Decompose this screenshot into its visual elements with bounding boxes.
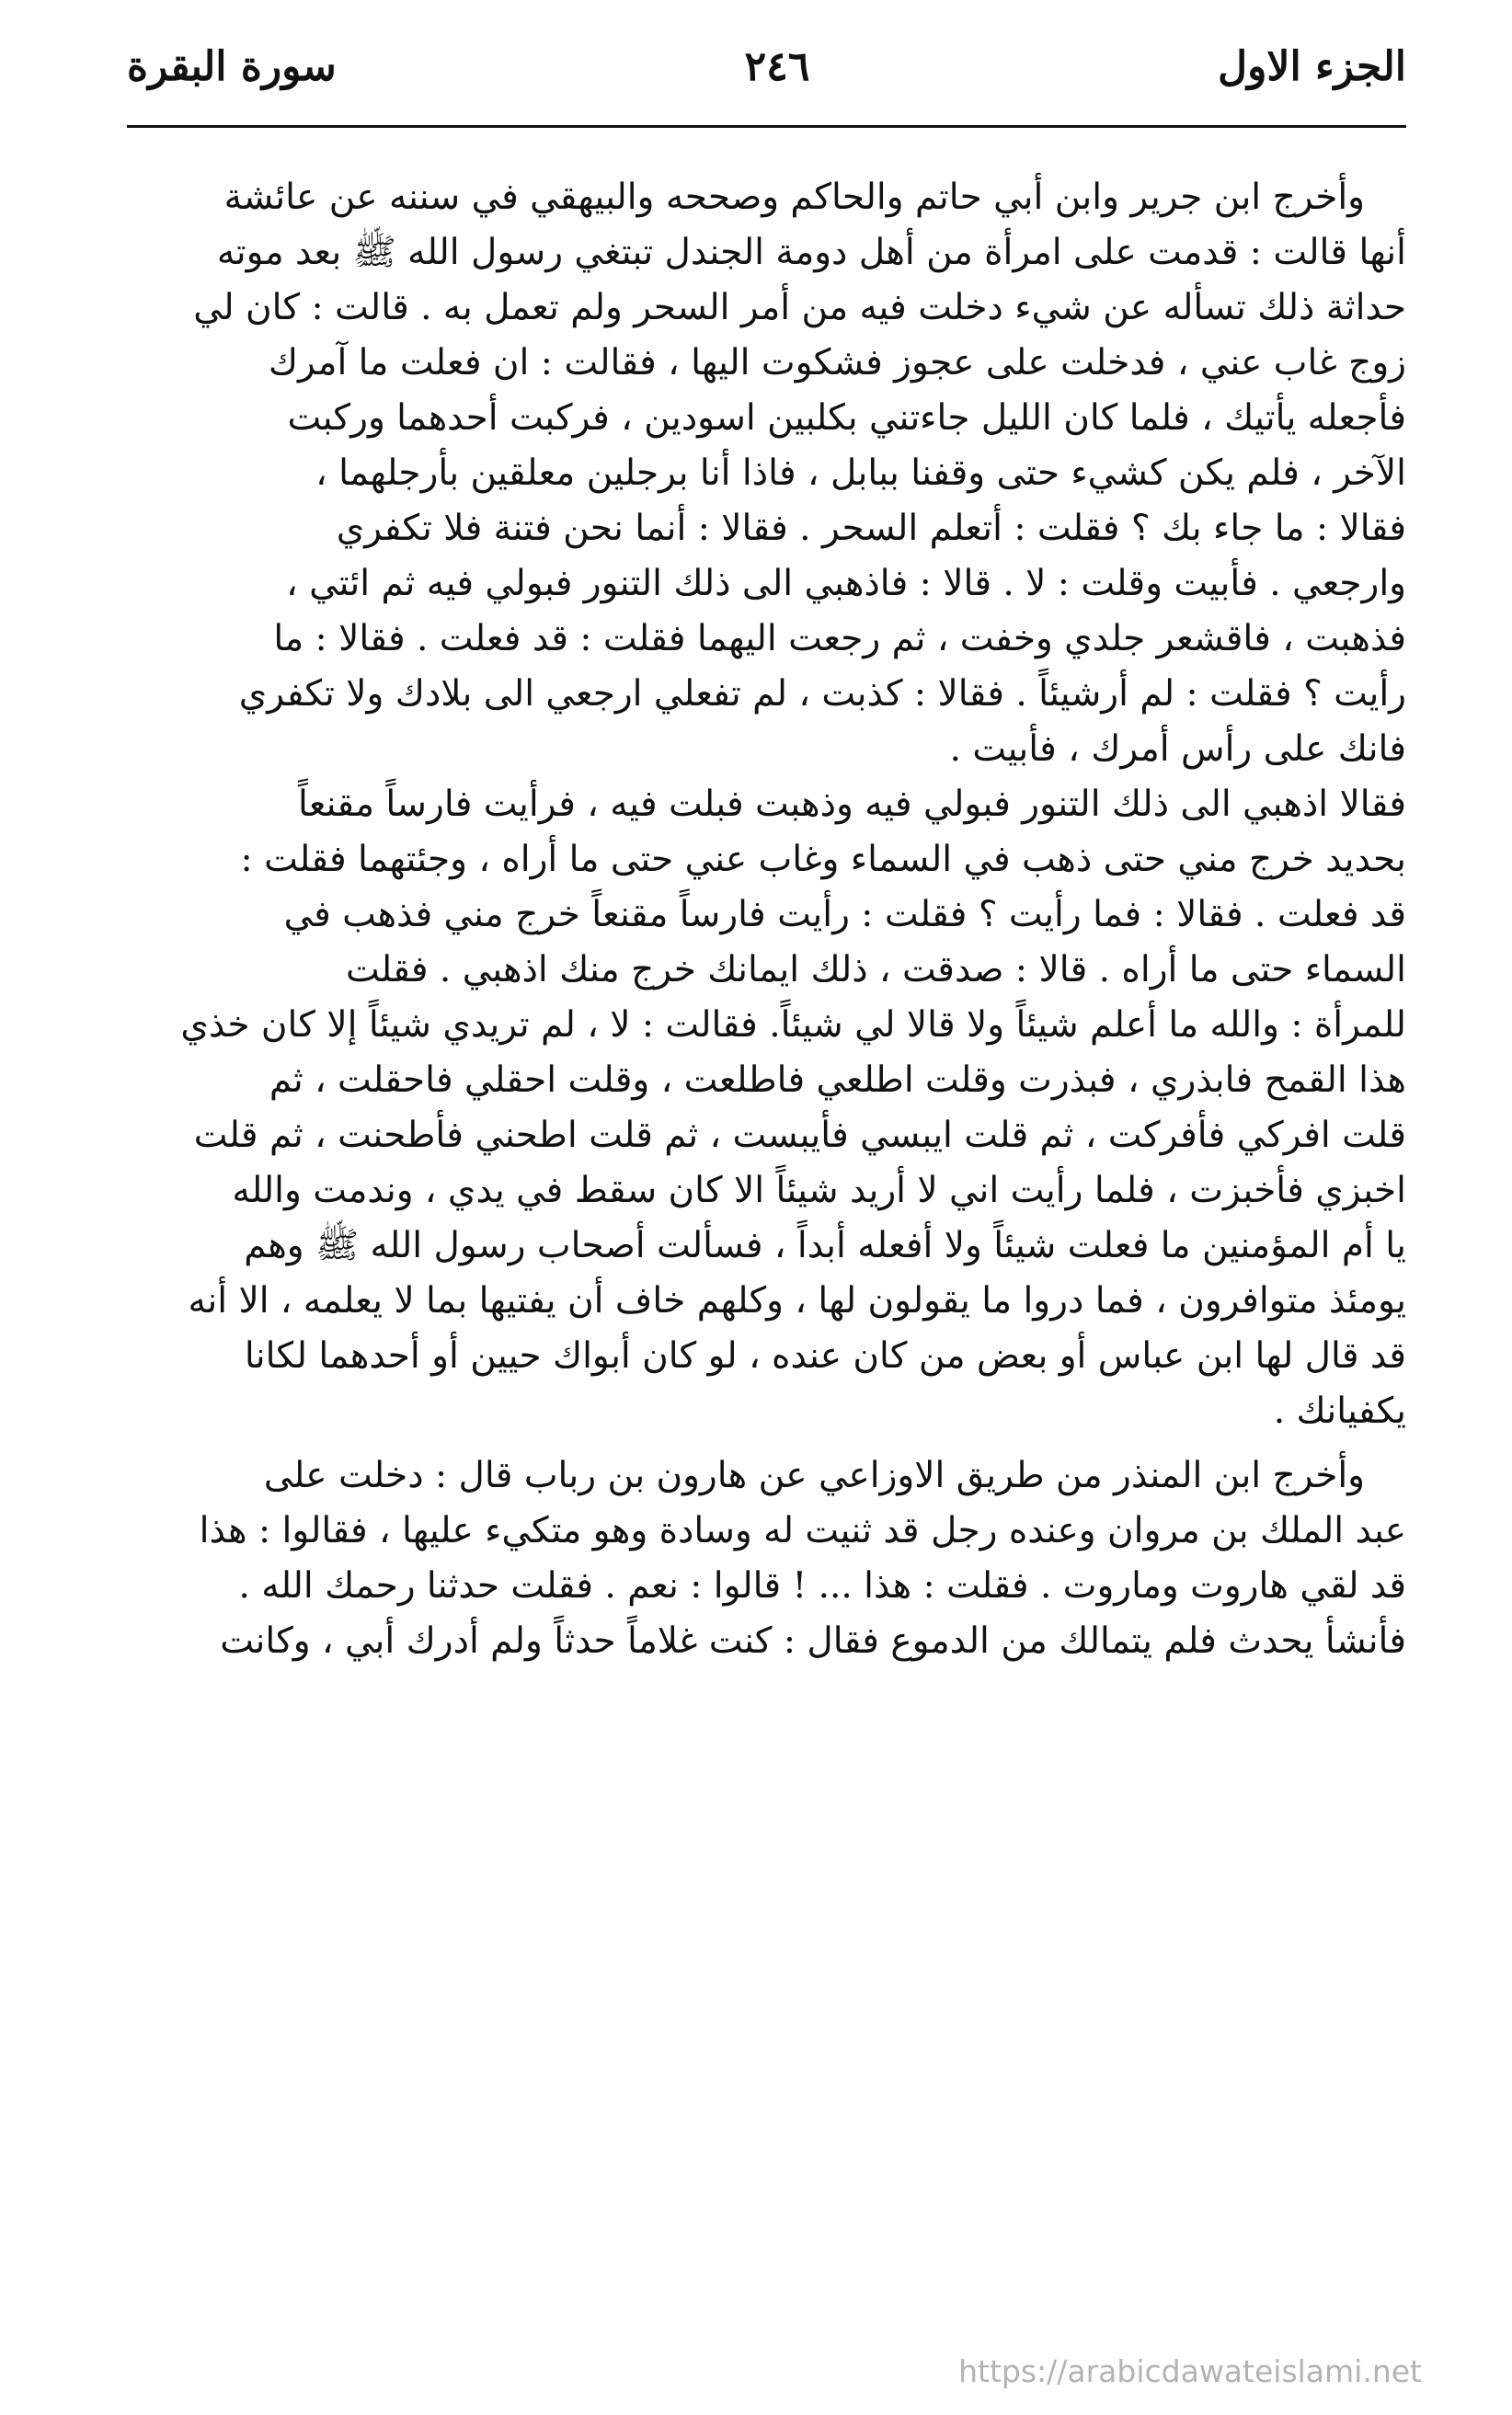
text-line: عبد الملك بن مروان وعنده رجل قد ثنيت له وسادة وهو متكيء عليها ، فقالوا : هذا xyxy=(199,1510,1406,1551)
text-line: أنها قالت : قدمت على امرأة من أهل دومة الجندل تبتغي رسول الله ﷺ بعد موته xyxy=(216,232,1406,273)
text-line: اخبزي فأخبزت ، فلما رأيت اني لا أريد شيئاً الا كان سقط في يدي ، وندمت والله xyxy=(232,1170,1406,1211)
text-line: حداثة ذلك تسأله عن شيء دخلت فيه من أمر السحر ولم تعمل به . قالت : كان لي xyxy=(193,287,1406,328)
text-line: فأجعله يأتيك ، فلما كان الليل جاءتني بكلبين اسودين ، فركبت أحدهما وركبت xyxy=(287,397,1406,439)
text-line: للمرأة : والله ما أعلم شيئاً ولا قالا لي شيئاً. فقالت : لا ، لم تريدي شيئاً إلا كان خذي xyxy=(180,1004,1406,1046)
text-line: بحديد خرج مني حتى ذهب في السماء وغاب عني حتى ما أراه ، وجئتهما فقلت : xyxy=(240,839,1406,880)
surah-title: سورة البقرة xyxy=(127,42,337,90)
text-line: الآخر ، فلم يكن كشيء حتى وقفنا ببابل ، فاذا أنا برجلين معلقين بأرجلهما ، xyxy=(315,452,1406,494)
text-line: هذا القمح فابذري ، فبذرت وقلت اطلعي فاطلعت ، وقلت احقلي فاحقلت ، ثم xyxy=(269,1059,1406,1101)
paragraph-spacer xyxy=(127,1439,1406,1448)
text-line: رأيت ؟ فقلت : لم أرشيئاً . فقالا : كذبت ، لم تفعلي ارجعي الى بلادك ولا تكفري xyxy=(238,673,1406,715)
page-number: ٢٤٦ xyxy=(744,42,810,90)
text-line: زوج غاب عني ، فدخلت على عجوز فشكوت اليها ، فقالت : ان فعلت ما آمرك xyxy=(268,342,1406,383)
paragraph-1 xyxy=(127,170,1406,777)
text-line: وارجعي . فأبيت وقلت : لا . قالا : فاذهبي الى ذلك التنور فبولي فيه ثم ائتي ، xyxy=(286,563,1406,604)
text-line: وأخرج ابن المنذر من طريق الاوزاعي عن هارون بن رباب قال : دخلت على xyxy=(263,1455,1365,1496)
text-line: قلت افركي فأفركت ، ثم قلت ايبسي فأيبست ، ثم قلت اطحني فأطحنت ، ثم قلت xyxy=(193,1115,1406,1156)
text-line: السماء حتى ما أراه . قالا : صدقت ، ذلك ايمانك خرج منك اذهبي . فقلت xyxy=(345,949,1406,990)
text-line: فقالا : ما جاء بك ؟ فقلت : أتعلم السحر . فقالا : أنما نحن فتنة فلا تكفري xyxy=(336,508,1406,549)
text-line: قد فعلت . فقالا : فما رأيت ؟ فقلت : رأيت فارساً مقنعاً خرج مني فذهب في xyxy=(283,894,1406,935)
source-watermark: https://arabicdawateislami.net xyxy=(958,2353,1422,2389)
text-line: فانك على رأس أمرك ، فأبيت . xyxy=(949,728,1406,770)
text-line: يكفيانك . xyxy=(1273,1391,1406,1432)
text-line: يا أم المؤمنين ما فعلت شيئاً ولا أفعله أبداً ، فسألت أصحاب رسول الله ﷺ وهم xyxy=(244,1225,1406,1266)
text-line: فأنشأ يحدث فلم يتمالك من الدموع فقال : كنت غلاماً حدثاً ولم أدرك أبي ، وكانت xyxy=(220,1620,1406,1662)
text-line: يومئذ متوافرون ، فما دروا ما يقولون لها ، وكلهم خاف أن يفتيها بما لا يعلمه ، الا أنه xyxy=(188,1280,1406,1322)
text-line: فذهبت ، فاقشعر جلدي وخفت ، ثم رجعت اليهما فقلت : قد فعلت . فقالا : ما xyxy=(273,618,1406,659)
text-line: قد لقي هاروت وماروت . فقلت : هذا ... ! قالوا : نعم . فقلت حدثنا رحمك الله . xyxy=(238,1565,1406,1607)
text-line: وأخرج ابن جرير وابن أبي حاتم والحاكم وصححه والبيهقي في سننه عن عائشة xyxy=(223,177,1365,218)
text-line: قد قال لها ابن عباس أو بعض من كان عنده ، لو كان أبواك حيين أو أحدهما لكانا xyxy=(244,1335,1406,1377)
text-line: فقالا اذهبي الى ذلك التنور فبولي فيه وذهبت فبلت فيه ، فرأيت فارساً مقنعاً xyxy=(297,784,1406,825)
paragraph-2 xyxy=(127,777,1406,1439)
page-header xyxy=(127,29,1406,103)
paragraph-3 xyxy=(127,1448,1406,1669)
juz-label: الجزء الاول xyxy=(1218,42,1406,90)
page-body xyxy=(127,170,1406,1669)
header-divider xyxy=(127,125,1406,128)
